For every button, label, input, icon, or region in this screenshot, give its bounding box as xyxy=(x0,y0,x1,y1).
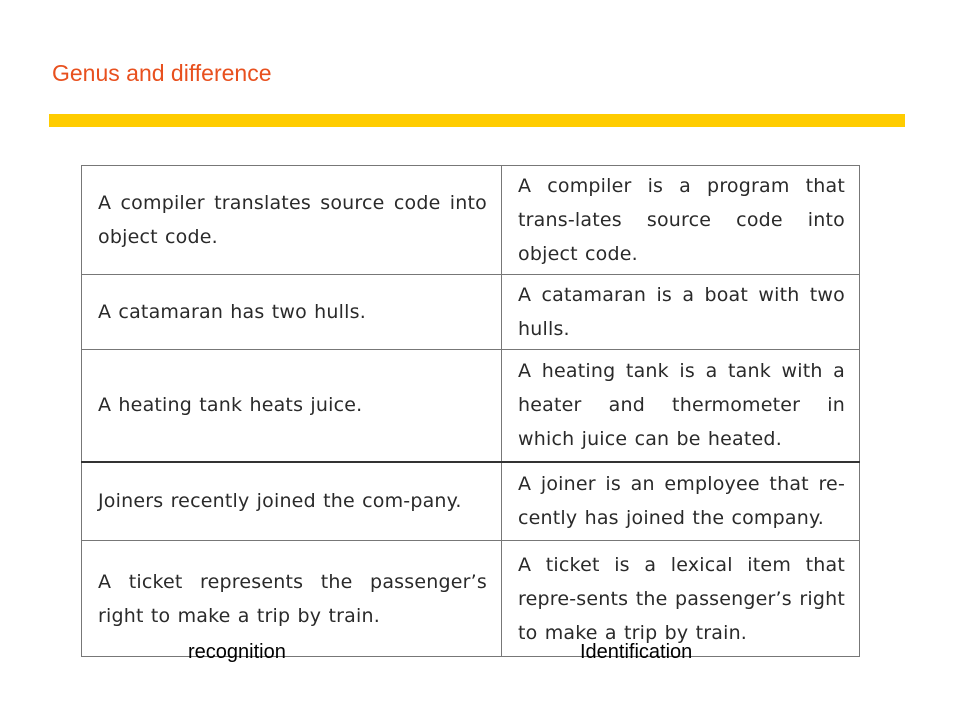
table-row xyxy=(82,275,860,350)
table-row xyxy=(82,541,860,657)
identification-cell: A catamaran is a boat with two hulls. xyxy=(502,275,860,350)
recognition-cell: A ticket represents the passenger’s right to make a trip by train. xyxy=(82,541,502,657)
slide-title: Genus and difference xyxy=(52,60,272,86)
identification-cell: A heating tank is a tank with a heater and thermometer in which juice can be heated. xyxy=(502,350,860,462)
identification-cell: A compiler is a program that trans-lates source code into object code. xyxy=(502,166,860,275)
recognition-cell: Joiners recently joined the com-pany. xyxy=(82,462,502,541)
definitions-table xyxy=(81,165,860,657)
title-underline-bar xyxy=(49,114,905,127)
table-row xyxy=(82,350,860,462)
recognition-cell: A compiler translates source code into object code. xyxy=(82,166,502,275)
table-row xyxy=(82,462,860,541)
identification-cell: A ticket is a lexical item that repre-sents the passenger’s right to make a trip by train. xyxy=(502,541,860,657)
recognition-cell: A heating tank heats juice. xyxy=(82,350,502,462)
recognition-caption: recognition xyxy=(188,641,286,663)
table-row xyxy=(82,166,860,275)
recognition-cell: A catamaran has two hulls. xyxy=(82,275,502,350)
identification-cell: A joiner is an employee that re-cently has joined the company. xyxy=(502,462,860,541)
identification-caption: Identification xyxy=(580,641,693,663)
